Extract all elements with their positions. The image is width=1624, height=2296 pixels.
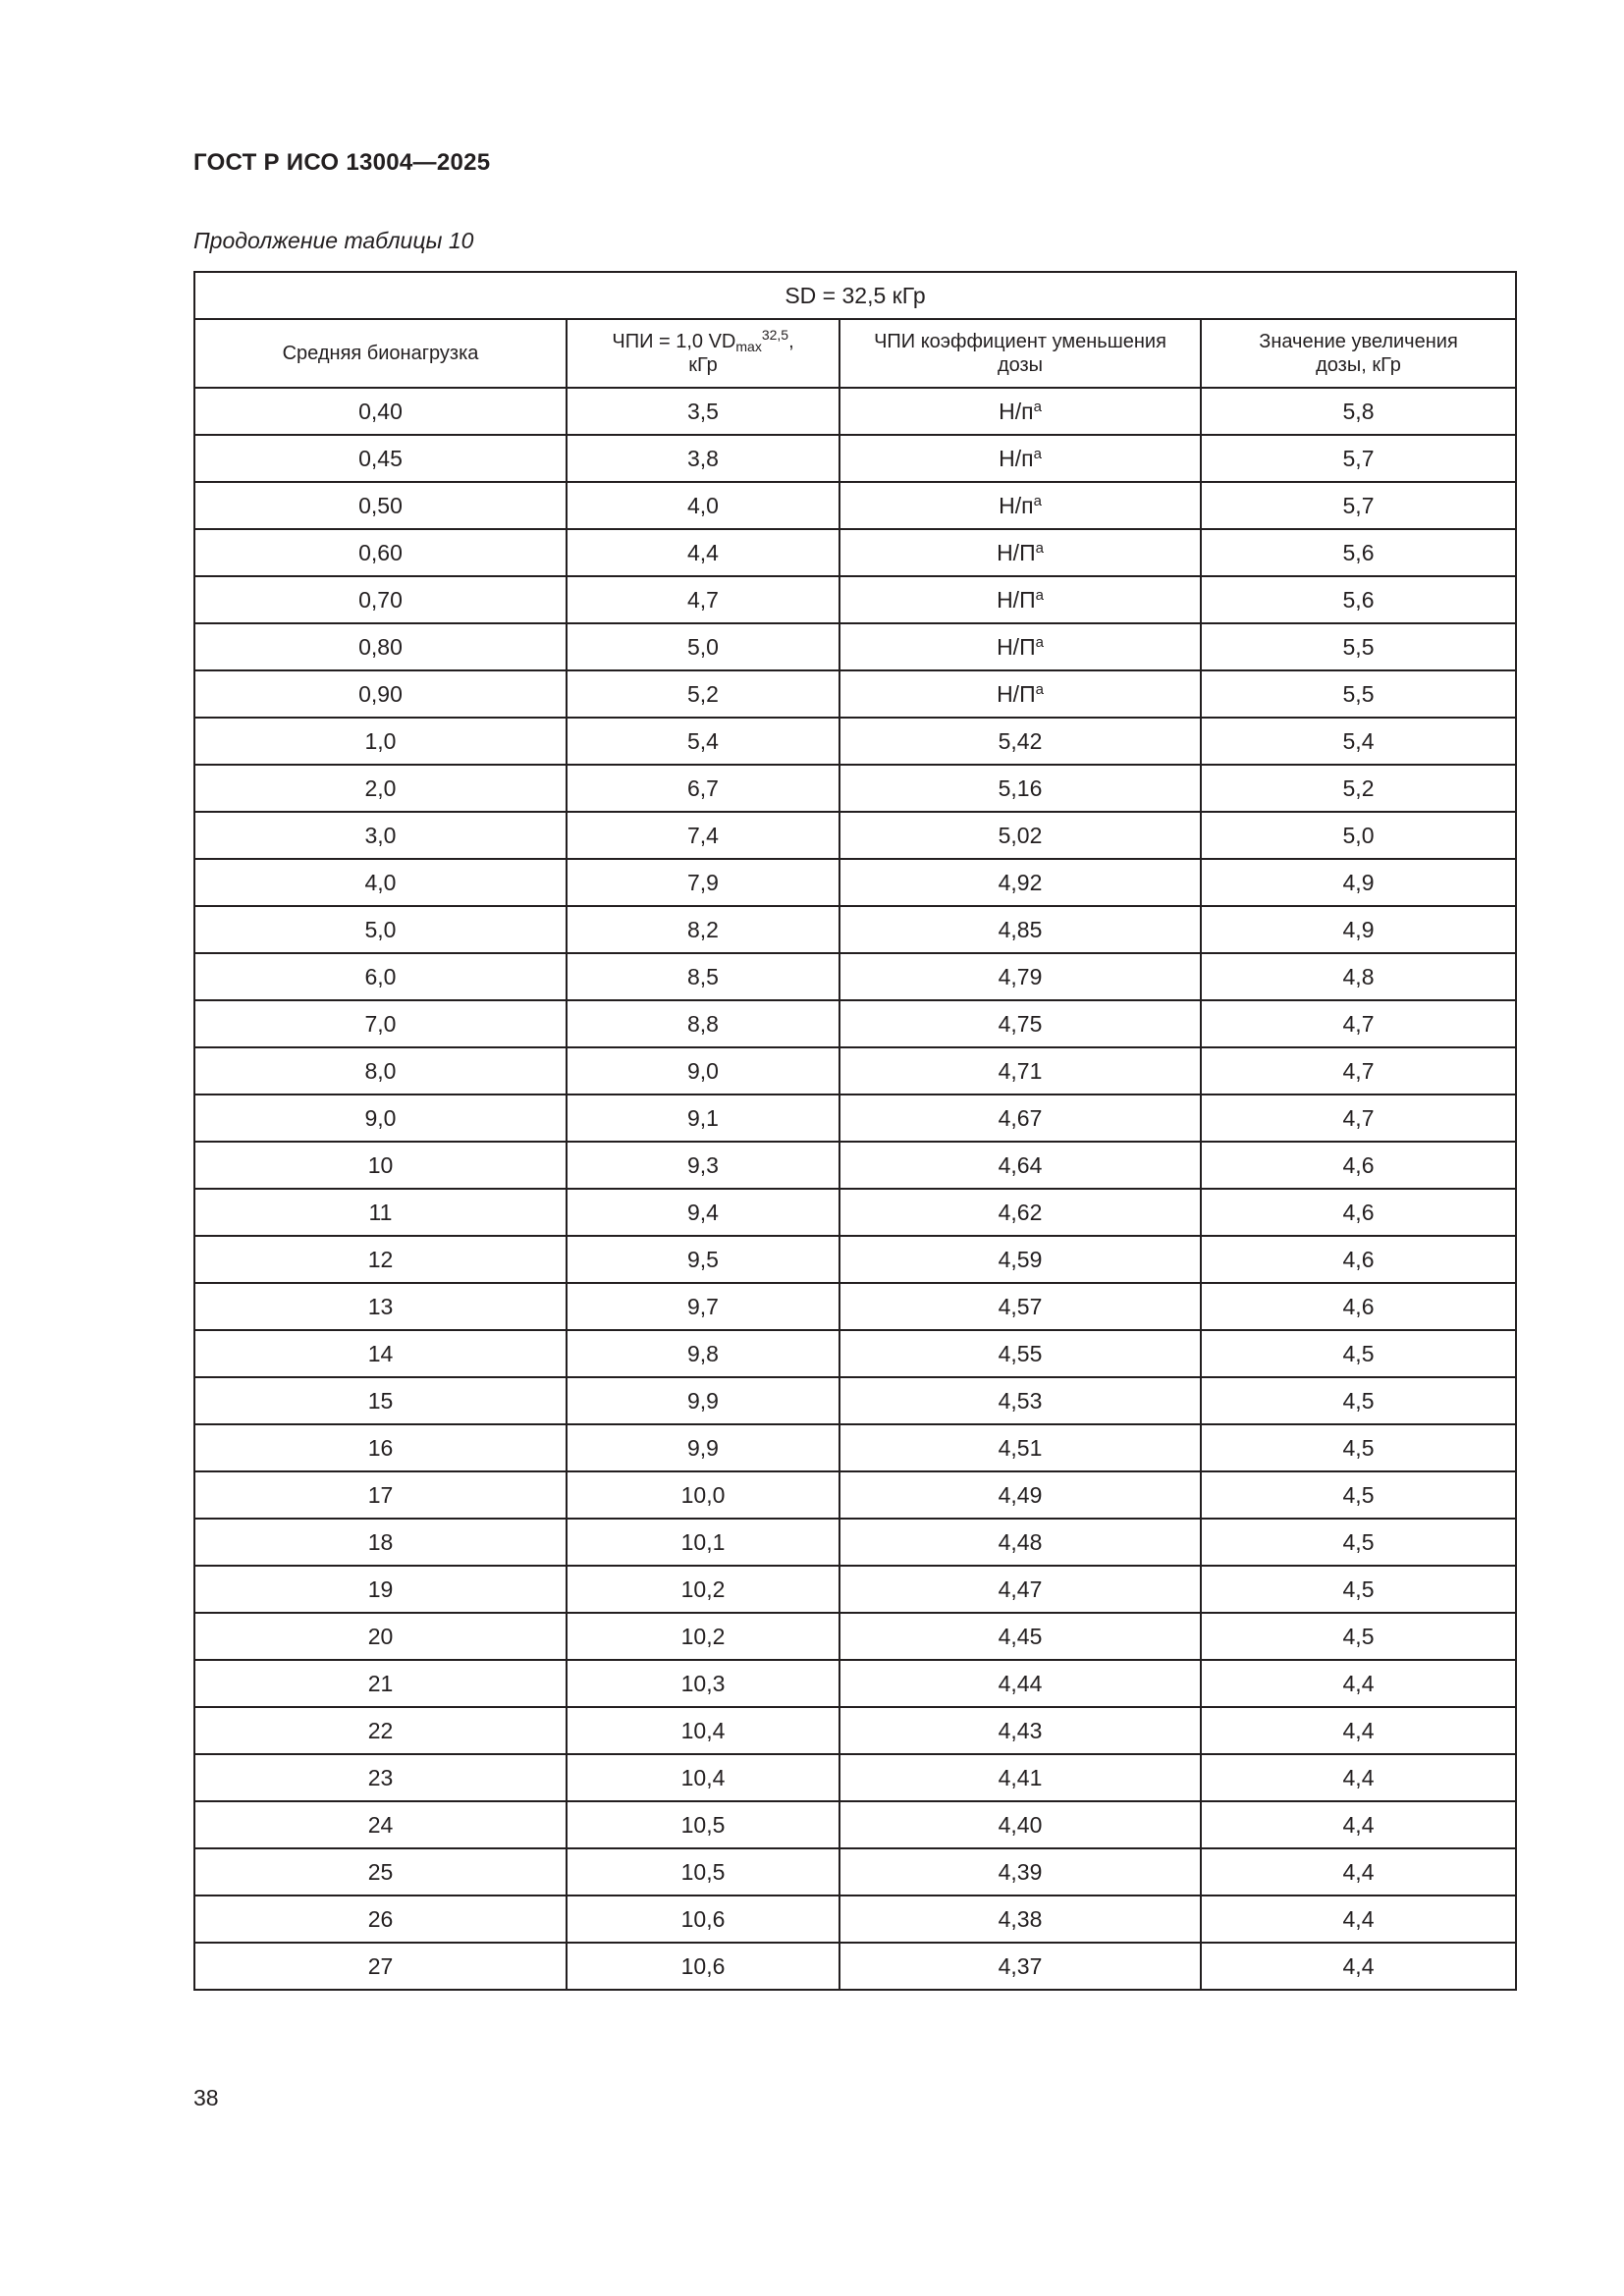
table-row xyxy=(194,1000,1516,1047)
cell-bioburden: 3,0 xyxy=(194,812,567,859)
cell-vpi: 7,4 xyxy=(567,812,839,859)
cell-vpi: 10,0 xyxy=(567,1471,839,1519)
table-row xyxy=(194,1519,1516,1566)
cell-dose-increase: 4,6 xyxy=(1201,1189,1516,1236)
cell-vpi: 10,3 xyxy=(567,1660,839,1707)
cell-vpi: 10,2 xyxy=(567,1566,839,1613)
cell-vpi: 4,7 xyxy=(567,576,839,623)
cell-reduction-coefficient: 4,47 xyxy=(839,1566,1201,1613)
cell-vpi: 9,9 xyxy=(567,1377,839,1424)
table-row xyxy=(194,1236,1516,1283)
cell-vpi: 10,5 xyxy=(567,1848,839,1896)
cell-bioburden: 20 xyxy=(194,1613,567,1660)
column-header-dose-increase: Значение увеличения дозы, кГр xyxy=(1201,319,1516,388)
cell-dose-increase: 4,5 xyxy=(1201,1471,1516,1519)
cell-vpi: 5,2 xyxy=(567,670,839,718)
cell-bioburden: 12 xyxy=(194,1236,567,1283)
cell-vpi: 9,5 xyxy=(567,1236,839,1283)
table-row xyxy=(194,1047,1516,1095)
cell-bioburden: 8,0 xyxy=(194,1047,567,1095)
table-row xyxy=(194,812,1516,859)
cell-dose-increase: 5,2 xyxy=(1201,765,1516,812)
cell-reduction-coefficient: 4,41 xyxy=(839,1754,1201,1801)
cell-reduction-coefficient: 4,49 xyxy=(839,1471,1201,1519)
cell-reduction-coefficient: 4,40 xyxy=(839,1801,1201,1848)
column-header-vpi: ЧПИ = 1,0 $VD_{max}^{32,5}$, кГр xyxy=(567,319,839,388)
cell-dose-increase: 5,5 xyxy=(1201,670,1516,718)
cell-dose-increase: 4,4 xyxy=(1201,1848,1516,1896)
footnote-marker: a xyxy=(1035,633,1044,651)
cell-bioburden: 23 xyxy=(194,1754,567,1801)
cell-vpi: 6,7 xyxy=(567,765,839,812)
cell-vpi: 5,4 xyxy=(567,718,839,765)
cell-bioburden: 0,40 xyxy=(194,388,567,435)
cell-bioburden: 10 xyxy=(194,1142,567,1189)
column-header-bioburden: Средняя бионагрузка xyxy=(194,319,567,388)
cell-reduction-coefficient: $Н/п^a$ xyxy=(839,482,1201,529)
cell-reduction-coefficient: $Н/п^a$ xyxy=(839,388,1201,435)
table-row xyxy=(194,718,1516,765)
cell-vpi: 8,2 xyxy=(567,906,839,953)
cell-bioburden: 25 xyxy=(194,1848,567,1896)
table-row xyxy=(194,1660,1516,1707)
cell-bioburden: 16 xyxy=(194,1424,567,1471)
table-row xyxy=(194,1424,1516,1471)
cell-vpi: 4,4 xyxy=(567,529,839,576)
table-row xyxy=(194,765,1516,812)
cell-reduction-coefficient: $Н/п^a$ xyxy=(839,435,1201,482)
cell-vpi: 4,0 xyxy=(567,482,839,529)
table-row xyxy=(194,1754,1516,1801)
cell-reduction-coefficient: 4,85 xyxy=(839,906,1201,953)
footnote-marker: a xyxy=(1035,586,1044,604)
cell-bioburden: 17 xyxy=(194,1471,567,1519)
cell-bioburden: 0,70 xyxy=(194,576,567,623)
cell-reduction-coefficient: 5,42 xyxy=(839,718,1201,765)
cell-dose-increase: 4,9 xyxy=(1201,906,1516,953)
cell-bioburden: 15 xyxy=(194,1377,567,1424)
cell-reduction-coefficient: $Н/П^a$ xyxy=(839,670,1201,718)
cell-dose-increase: 4,6 xyxy=(1201,1142,1516,1189)
cell-dose-increase: 5,7 xyxy=(1201,435,1516,482)
cell-dose-increase: 4,7 xyxy=(1201,1095,1516,1142)
footnote-marker: a xyxy=(1035,539,1044,557)
cell-dose-increase: 4,4 xyxy=(1201,1943,1516,1990)
cell-reduction-coefficient: 5,16 xyxy=(839,765,1201,812)
cell-reduction-coefficient: 5,02 xyxy=(839,812,1201,859)
sd-title: SD = 32,5 кГр xyxy=(194,272,1516,319)
cell-dose-increase: 4,4 xyxy=(1201,1801,1516,1848)
cell-vpi: 10,4 xyxy=(567,1754,839,1801)
cell-reduction-coefficient: 4,75 xyxy=(839,1000,1201,1047)
cell-bioburden: 6,0 xyxy=(194,953,567,1000)
cell-bioburden: 0,50 xyxy=(194,482,567,529)
cell-bioburden: 2,0 xyxy=(194,765,567,812)
cell-dose-increase: 4,6 xyxy=(1201,1236,1516,1283)
cell-vpi: 5,0 xyxy=(567,623,839,670)
cell-bioburden: 13 xyxy=(194,1283,567,1330)
cell-vpi: 10,6 xyxy=(567,1896,839,1943)
cell-bioburden: 18 xyxy=(194,1519,567,1566)
table-row xyxy=(194,1896,1516,1943)
cell-dose-increase: 4,5 xyxy=(1201,1613,1516,1660)
cell-vpi: 9,8 xyxy=(567,1330,839,1377)
cell-reduction-coefficient: 4,44 xyxy=(839,1660,1201,1707)
table-row xyxy=(194,435,1516,482)
cell-dose-increase: 4,5 xyxy=(1201,1519,1516,1566)
cell-bioburden: 0,45 xyxy=(194,435,567,482)
table-caption: Продолжение таблицы 10 xyxy=(193,228,474,253)
cell-dose-increase: 5,5 xyxy=(1201,623,1516,670)
cell-dose-increase: 5,6 xyxy=(1201,576,1516,623)
table-row xyxy=(194,859,1516,906)
cell-bioburden: 11 xyxy=(194,1189,567,1236)
cell-bioburden: 22 xyxy=(194,1707,567,1754)
cell-vpi: 9,0 xyxy=(567,1047,839,1095)
cell-reduction-coefficient: 4,39 xyxy=(839,1848,1201,1896)
table-row xyxy=(194,1471,1516,1519)
table-row xyxy=(194,482,1516,529)
table-row xyxy=(194,623,1516,670)
cell-bioburden: 24 xyxy=(194,1801,567,1848)
table-row xyxy=(194,1283,1516,1330)
cell-reduction-coefficient: 4,64 xyxy=(839,1142,1201,1189)
data-table xyxy=(193,271,1517,1991)
cell-bioburden: 0,80 xyxy=(194,623,567,670)
cell-reduction-coefficient: $Н/П^a$ xyxy=(839,623,1201,670)
cell-reduction-coefficient: 4,67 xyxy=(839,1095,1201,1142)
cell-bioburden: 1,0 xyxy=(194,718,567,765)
cell-bioburden: 9,0 xyxy=(194,1095,567,1142)
table-row xyxy=(194,1707,1516,1754)
footnote-marker: a xyxy=(1033,492,1042,509)
footnote-marker: a xyxy=(1033,398,1042,415)
cell-bioburden: 7,0 xyxy=(194,1000,567,1047)
cell-reduction-coefficient: 4,62 xyxy=(839,1189,1201,1236)
page-number: 38 xyxy=(193,2085,219,2110)
table-row xyxy=(194,1613,1516,1660)
table-row xyxy=(194,1142,1516,1189)
cell-bioburden: 14 xyxy=(194,1330,567,1377)
table-row xyxy=(194,906,1516,953)
footnote-marker: a xyxy=(1033,445,1042,462)
cell-vpi: 10,4 xyxy=(567,1707,839,1754)
cell-reduction-coefficient: 4,57 xyxy=(839,1283,1201,1330)
table-row xyxy=(194,1189,1516,1236)
cell-vpi: 9,4 xyxy=(567,1189,839,1236)
cell-reduction-coefficient: 4,59 xyxy=(839,1236,1201,1283)
cell-bioburden: 5,0 xyxy=(194,906,567,953)
cell-reduction-coefficient: 4,48 xyxy=(839,1519,1201,1566)
cell-reduction-coefficient: 4,37 xyxy=(839,1943,1201,1990)
cell-dose-increase: 4,6 xyxy=(1201,1283,1516,1330)
cell-bioburden: 21 xyxy=(194,1660,567,1707)
document-code: ГОСТ Р ИСО 13004—2025 xyxy=(193,149,491,176)
cell-dose-increase: 5,0 xyxy=(1201,812,1516,859)
cell-bioburden: 26 xyxy=(194,1896,567,1943)
cell-dose-increase: 4,4 xyxy=(1201,1660,1516,1707)
cell-dose-increase: 4,4 xyxy=(1201,1896,1516,1943)
cell-dose-increase: 4,5 xyxy=(1201,1424,1516,1471)
table-row xyxy=(194,1095,1516,1142)
cell-dose-increase: 4,7 xyxy=(1201,1000,1516,1047)
cell-vpi: 3,8 xyxy=(567,435,839,482)
table-row xyxy=(194,1801,1516,1848)
cell-vpi: 9,9 xyxy=(567,1424,839,1471)
cell-dose-increase: 4,9 xyxy=(1201,859,1516,906)
table-row xyxy=(194,1377,1516,1424)
cell-vpi: 9,3 xyxy=(567,1142,839,1189)
table-row xyxy=(194,576,1516,623)
cell-reduction-coefficient: 4,92 xyxy=(839,859,1201,906)
footnote-marker: a xyxy=(1035,680,1044,698)
cell-reduction-coefficient: $Н/П^a$ xyxy=(839,529,1201,576)
column-header-reduction-coefficient: ЧПИ коэффициент уменьшения дозы xyxy=(839,319,1201,388)
table-row xyxy=(194,1330,1516,1377)
cell-bioburden: 0,90 xyxy=(194,670,567,718)
table-header-row xyxy=(194,319,1516,388)
cell-dose-increase: 5,7 xyxy=(1201,482,1516,529)
cell-vpi: 3,5 xyxy=(567,388,839,435)
cell-vpi: 8,8 xyxy=(567,1000,839,1047)
table-row xyxy=(194,953,1516,1000)
cell-dose-increase: 5,6 xyxy=(1201,529,1516,576)
cell-dose-increase: 4,7 xyxy=(1201,1047,1516,1095)
cell-vpi: 9,7 xyxy=(567,1283,839,1330)
cell-dose-increase: 4,5 xyxy=(1201,1330,1516,1377)
cell-dose-increase: 4,8 xyxy=(1201,953,1516,1000)
table-title-row xyxy=(194,272,1516,319)
cell-reduction-coefficient: 4,55 xyxy=(839,1330,1201,1377)
cell-reduction-coefficient: 4,53 xyxy=(839,1377,1201,1424)
cell-vpi: 10,6 xyxy=(567,1943,839,1990)
table-row xyxy=(194,1943,1516,1990)
table-row xyxy=(194,670,1516,718)
cell-vpi: 9,1 xyxy=(567,1095,839,1142)
cell-reduction-coefficient: 4,45 xyxy=(839,1613,1201,1660)
cell-vpi: 10,5 xyxy=(567,1801,839,1848)
table-row xyxy=(194,1566,1516,1613)
cell-vpi: 7,9 xyxy=(567,859,839,906)
cell-bioburden: 0,60 xyxy=(194,529,567,576)
table-row xyxy=(194,388,1516,435)
cell-reduction-coefficient: 4,38 xyxy=(839,1896,1201,1943)
cell-dose-increase: 4,4 xyxy=(1201,1707,1516,1754)
cell-reduction-coefficient: 4,71 xyxy=(839,1047,1201,1095)
cell-reduction-coefficient: $Н/П^a$ xyxy=(839,576,1201,623)
table-row xyxy=(194,529,1516,576)
cell-reduction-coefficient: 4,43 xyxy=(839,1707,1201,1754)
cell-bioburden: 27 xyxy=(194,1943,567,1990)
cell-dose-increase: 4,4 xyxy=(1201,1754,1516,1801)
cell-dose-increase: 5,8 xyxy=(1201,388,1516,435)
cell-dose-increase: 4,5 xyxy=(1201,1566,1516,1613)
cell-reduction-coefficient: 4,51 xyxy=(839,1424,1201,1471)
cell-vpi: 10,1 xyxy=(567,1519,839,1566)
cell-vpi: 10,2 xyxy=(567,1613,839,1660)
cell-dose-increase: 5,4 xyxy=(1201,718,1516,765)
cell-dose-increase: 4,5 xyxy=(1201,1377,1516,1424)
cell-vpi: 8,5 xyxy=(567,953,839,1000)
cell-reduction-coefficient: 4,79 xyxy=(839,953,1201,1000)
cell-bioburden: 19 xyxy=(194,1566,567,1613)
table-row xyxy=(194,1848,1516,1896)
cell-bioburden: 4,0 xyxy=(194,859,567,906)
